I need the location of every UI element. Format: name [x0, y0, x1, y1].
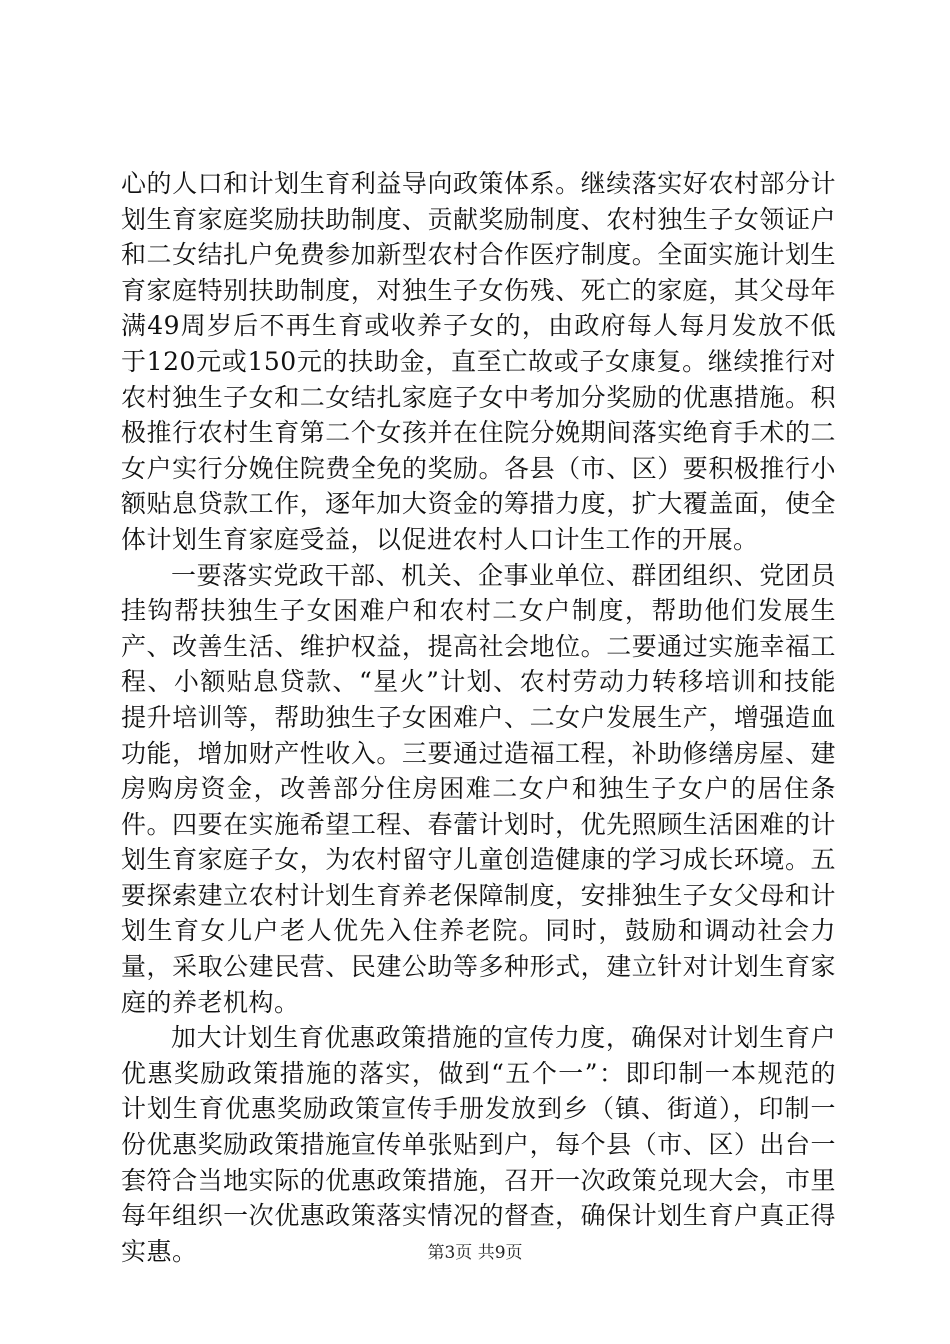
page-number-footer: 第3页 共9页: [427, 1243, 523, 1263]
document-body: [121, 166, 836, 1269]
paragraph-assistance-measures: 一要落实党政干部、机关、企事业单位、群团组织、党团员挂钩帮扶独生子女困难户和农村二女户制度，帮助他们发展生产、改善生活、维护权益，提高社会地位。二要通过实施幸福工程、小额贴息贷款、“星火”计划、农村劳动力转移培训和技能提升培训等，帮助独生子女困难户、二女户发展生产，增强造血功能，增加财产性收入。三要通过造福工程，补助修缮房屋、建房购房资金，改善部分住房困难二女户和独生子女户的居住条件。四要在实施希望工程、春蕾计划时，优先照顾生活困难的计划生育家庭子女，为农村留守儿童创造健康的学习成长环境。五要探索建立农村计划生育养老保障制度，安排独生子女父母和计划生育女儿户老人优先入住养老院。同时，鼓励和调动社会力量，采取公建民营、民建公助等多种形式，建立针对计划生育家庭的养老机构。: [121, 560, 836, 1017]
paragraph-publicity: 加大计划生育优惠政策措施的宣传力度，确保对计划生育户优惠奖励政策措施的落实，做到“五个一”：即印制一本规范的计划生育优惠奖励政策宣传手册发放到乡（镇、街道），印制一份优惠奖励政策措施宣传单张贴到户，每个县（市、区）出台一套符合当地实际的优惠政策措施，召开一次政策兑现大会，市里每年组织一次优惠政策落实情况的督查，确保计划生育户真正得实惠。: [121, 1023, 836, 1266]
paragraph-continued: 心的人口和计划生育利益导向政策体系。继续落实好农村部分计划生育家庭奖励扶助制度、贡献奖励制度、农村独生子女领证户和二女结扎户免费参加新型农村合作医疗制度。全面实施计划生育家庭特别扶助制度，对独生子女伤残、死亡的家庭，其父母年满49周岁后不再生育或收养子女的，由政府每人每月发放不低于120元或150元的扶助金，直至亡故或子女康复。继续推行对农村独生子女和二女结扎家庭子女中考加分奖励的优惠措施。积极推行农村生育第二个女孩并在住院分娩期间落实绝育手术的二女户实行分娩住院费全免的奖励。各县（市、区）要积极推行小额贴息贷款工作，逐年加大资金的筹措力度，扩大覆盖面，使全体计划生育家庭受益，以促进农村人口计生工作的开展。: [121, 169, 836, 554]
